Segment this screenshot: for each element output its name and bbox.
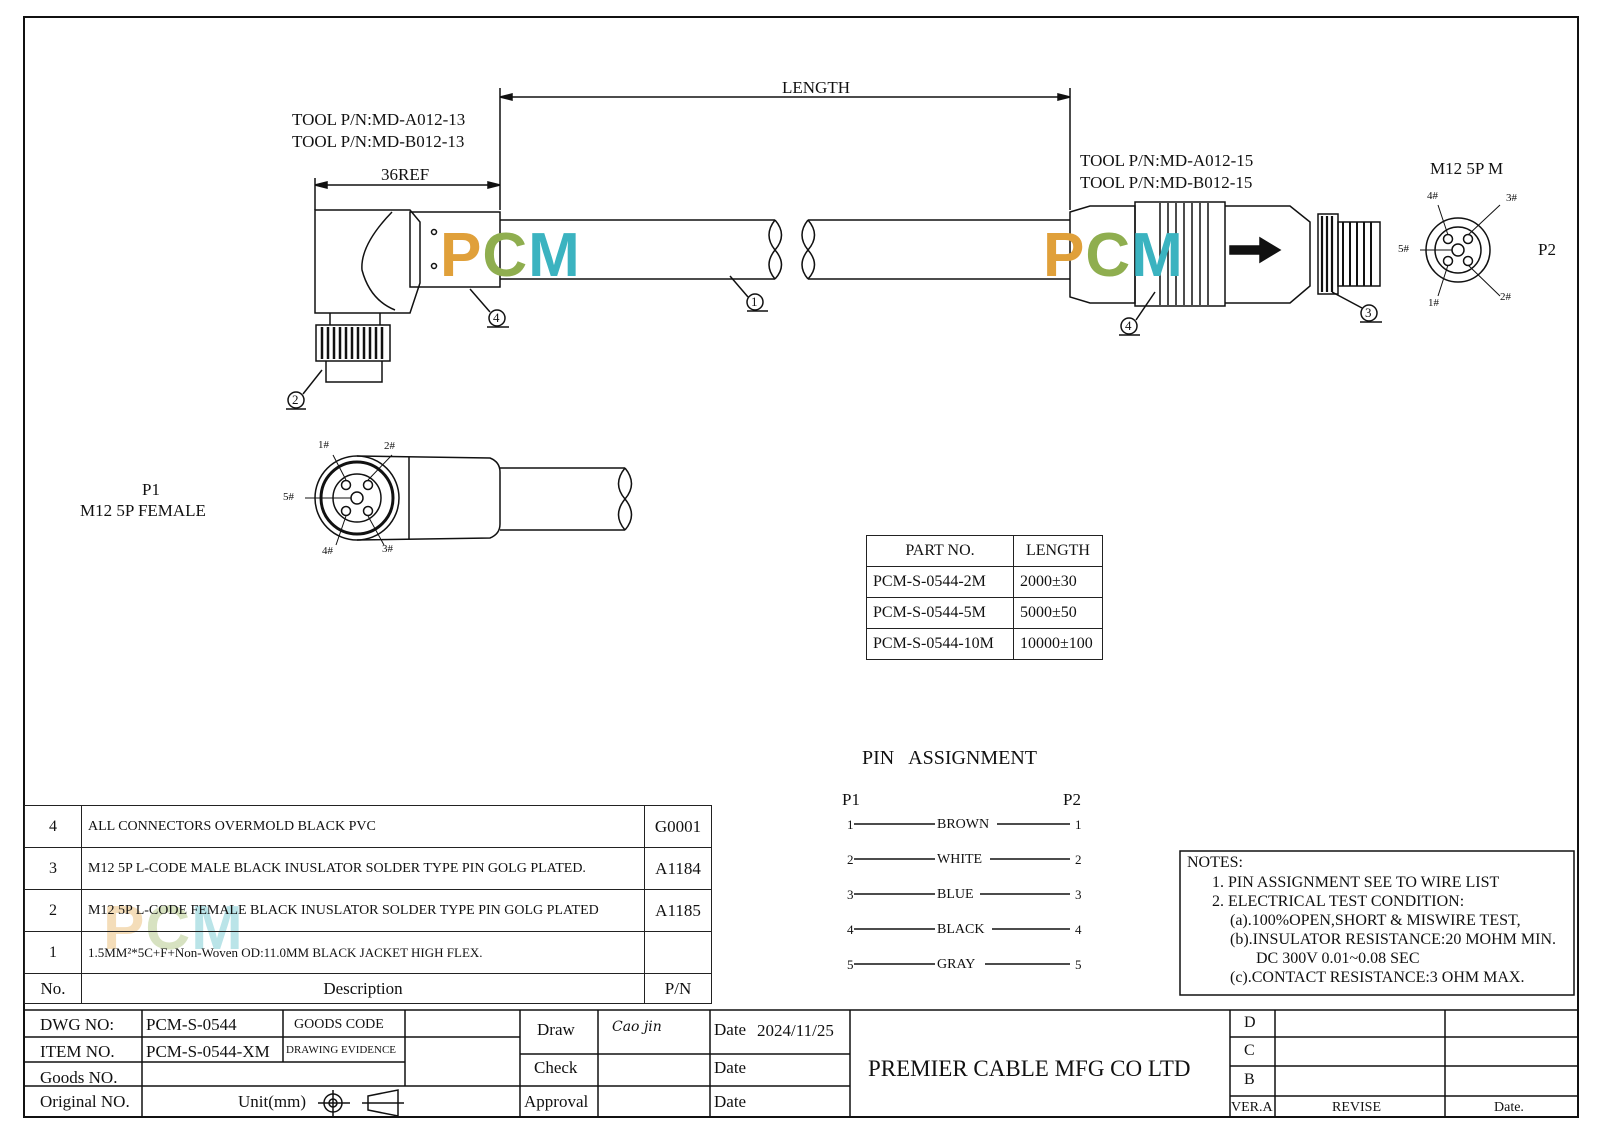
length-dimension-label: LENGTH: [782, 78, 850, 97]
unit-label: Unit(mm): [238, 1092, 306, 1111]
p2-pin-4: 4#: [1427, 190, 1438, 202]
check-date-label: Date: [714, 1058, 747, 1077]
wire-color-4: BLACK: [937, 922, 985, 937]
item-no-label: ITEM NO.: [40, 1042, 115, 1061]
balloon-4-right: 4: [1125, 318, 1132, 333]
draw-signature: Cao jin: [612, 1019, 662, 1035]
bom-desc: M12 5P L-CODE MALE BLACK INUSLATOR SOLDER TYPE PIN GOLG PLATED.: [82, 848, 645, 890]
bom-table: [24, 805, 712, 1004]
pin-left-4: 4: [847, 922, 854, 937]
dwg-no-value: PCM-S-0544: [146, 1015, 237, 1034]
table-row-length: 2000±30: [1014, 567, 1103, 598]
drawing-evidence-label: DRAWING EVIDENCE: [286, 1044, 397, 1056]
approval-date-label: Date: [714, 1092, 747, 1111]
goods-code-label: GOODS CODE: [294, 1017, 384, 1032]
bom-no: 3: [25, 848, 82, 890]
draw-label: Draw: [537, 1020, 575, 1039]
p1-pin-4: 4#: [322, 545, 333, 557]
left-tool-pn-1: TOOL P/N:MD-A012-13: [292, 110, 466, 129]
bom-desc: M12 5P L-CODE FEMALE BLACK INUSLATOR SOLDER TYPE PIN GOLG PLATED: [82, 890, 645, 932]
bom-no: 2: [25, 890, 82, 932]
bom-desc: 1.5MM²*5C+F+Non-Woven OD:11.0MM BLACK JACKET HIGH FLEX.: [82, 932, 645, 974]
p2-title: M12 5P M: [1430, 159, 1504, 178]
wire-color-3: BLUE: [937, 887, 974, 902]
rev-date-label: Date.: [1494, 1100, 1524, 1115]
pin-right-2: 2: [1075, 852, 1082, 867]
bom-no: 4: [25, 806, 82, 848]
pin-right-3: 3: [1075, 887, 1082, 902]
watermark-logo-left: PCM: [440, 221, 581, 290]
p1-label: P1: [142, 480, 160, 499]
notes-title: NOTES:: [1187, 854, 1243, 871]
draw-date-label: Date: [714, 1020, 747, 1039]
bom-header-desc: Description: [82, 974, 645, 1004]
pin-left-1: 1: [847, 817, 854, 832]
p1-pin-5: 5#: [283, 491, 294, 503]
pin-left-3: 3: [847, 887, 854, 902]
pin-left-5: 5: [847, 957, 854, 972]
bom-header-pn: P/N: [645, 974, 712, 1004]
bom-pn: A1185: [645, 890, 712, 932]
pin-assignment-right-header: P2: [1063, 790, 1081, 809]
pin-right-4: 4: [1075, 922, 1082, 937]
notes-line-3: (a).100%OPEN,SHORT & MISWIRE TEST,: [1230, 912, 1521, 929]
p2-pin-5: 5#: [1398, 243, 1409, 255]
table-row-length: 5000±50: [1014, 598, 1103, 629]
watermark-logo-bom: PCM: [103, 894, 244, 963]
wire-color-1: BROWN: [937, 817, 990, 832]
right-tool-pn-2: TOOL P/N:MD-B012-15: [1080, 173, 1253, 192]
notes-line-6: (c).CONTACT RESISTANCE:3 OHM MAX.: [1230, 969, 1525, 986]
ver-label: VER.A: [1231, 1100, 1273, 1115]
wire-color-5: GRAY: [937, 957, 976, 972]
rev-d: D: [1244, 1014, 1256, 1031]
rev-b: B: [1244, 1071, 1255, 1088]
goods-no-label: Goods NO.: [40, 1068, 118, 1087]
p1-pin-2: 2#: [384, 440, 395, 452]
check-label: Check: [534, 1058, 578, 1077]
balloon-4-left: 4: [493, 310, 500, 325]
notes-line-1: 1. PIN ASSIGNMENT SEE TO WIRE LIST: [1212, 874, 1500, 891]
approval-label: Approval: [524, 1092, 589, 1111]
part-number-table: [866, 535, 1103, 660]
table-row-length: 10000±100: [1014, 629, 1103, 660]
pin-right-1: 1: [1075, 817, 1082, 832]
balloon-2: 2: [292, 392, 299, 407]
bom-no: 1: [25, 932, 82, 974]
bom-pn: G0001: [645, 806, 712, 848]
bom-pn: [645, 932, 712, 974]
dwg-no-label: DWG NO:: [40, 1015, 115, 1034]
draw-date-value: 2024/11/25: [757, 1021, 834, 1040]
ref-dimension-label: 36REF: [381, 165, 430, 184]
balloon-3: 3: [1365, 305, 1372, 320]
company-name: PREMIER CABLE MFG CO LTD: [868, 1056, 1191, 1081]
pin-right-5: 5: [1075, 957, 1082, 972]
notes-line-2: 2. ELECTRICAL TEST CONDITION:: [1212, 893, 1465, 910]
notes-line-4: (b).INSULATOR RESISTANCE:20 MOHM MIN.: [1230, 931, 1556, 948]
pin-assignment-title: PIN ASSIGNMENT: [862, 747, 1038, 769]
bom-desc: ALL CONNECTORS OVERMOLD BLACK PVC: [82, 806, 645, 848]
original-no-label: Original NO.: [40, 1092, 130, 1111]
revise-label: REVISE: [1332, 1100, 1381, 1115]
p2-pin-1: 1#: [1428, 297, 1439, 309]
wire-color-2: WHITE: [937, 852, 983, 867]
table-row-part: PCM-S-0544-2M: [867, 567, 1014, 598]
p1-pin-3: 3#: [382, 543, 393, 555]
notes-line-5: DC 300V 0.01~0.08 SEC: [1256, 950, 1420, 967]
length-header: LENGTH: [1014, 536, 1103, 567]
part-no-header: PART NO.: [867, 536, 1014, 567]
p1-name: M12 5P FEMALE: [80, 501, 206, 520]
p1-pin-1: 1#: [318, 439, 329, 451]
right-tool-pn-1: TOOL P/N:MD-A012-15: [1080, 151, 1254, 170]
rev-c: C: [1244, 1042, 1255, 1059]
p2-label: P2: [1538, 240, 1556, 259]
left-tool-pn-2: TOOL P/N:MD-B012-13: [292, 132, 465, 151]
item-no-value: PCM-S-0544-XM: [146, 1042, 270, 1061]
bom-pn: A1184: [645, 848, 712, 890]
balloon-1: 1: [751, 294, 758, 309]
table-row-part: PCM-S-0544-5M: [867, 598, 1014, 629]
pin-left-2: 2: [847, 852, 854, 867]
pin-assignment-left-header: P1: [842, 790, 860, 809]
bom-header-no: No.: [25, 974, 82, 1004]
table-row-part: PCM-S-0544-10M: [867, 629, 1014, 660]
p2-pin-3: 3#: [1506, 192, 1517, 204]
p2-pin-2: 2#: [1500, 291, 1511, 303]
watermark-logo-right: PCM: [1043, 221, 1184, 290]
